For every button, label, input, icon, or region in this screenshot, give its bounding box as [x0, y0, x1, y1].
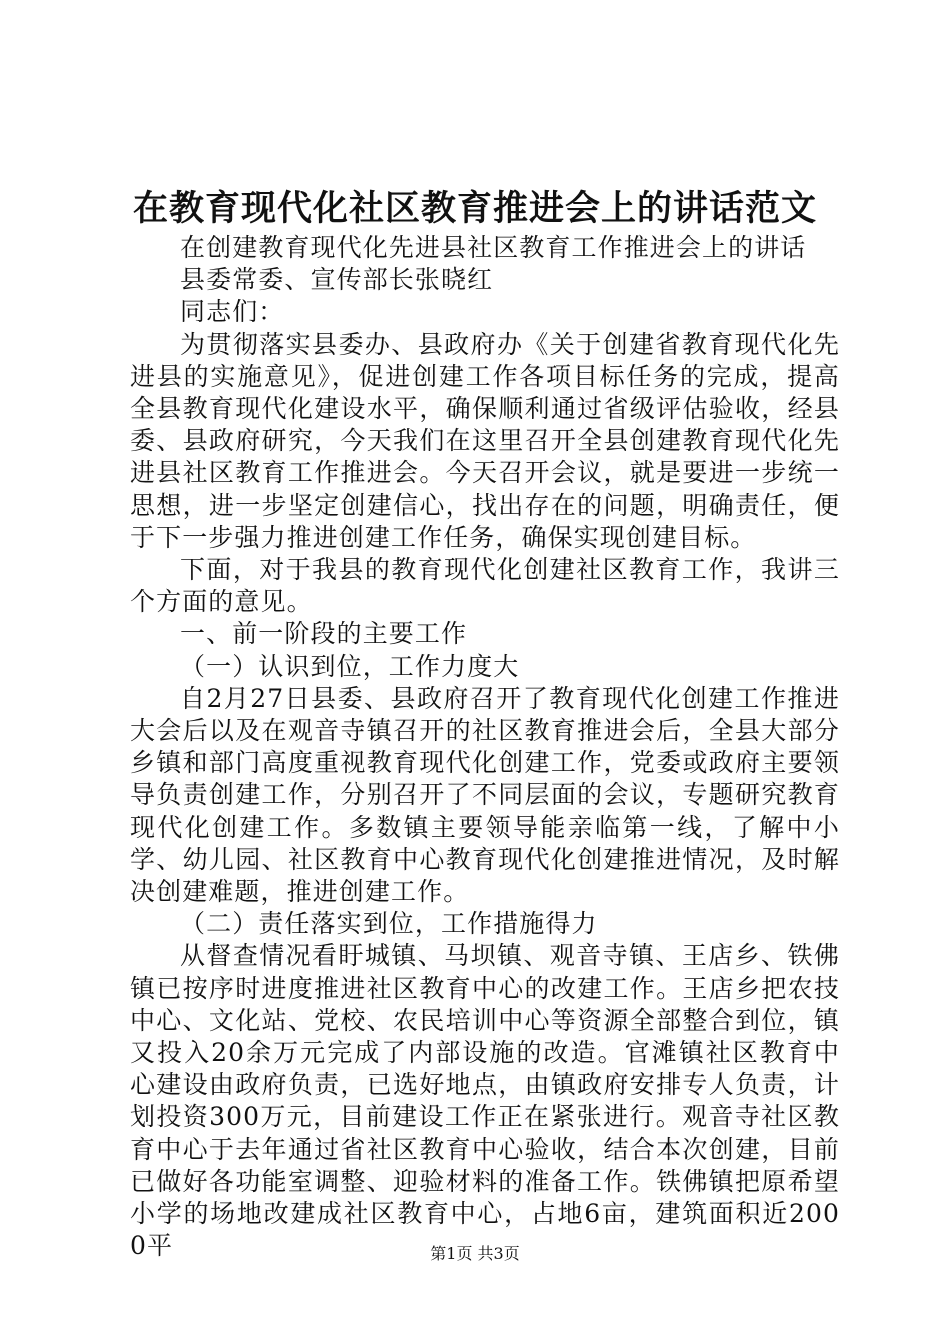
page-footer: 第1页 共3页	[430, 1244, 520, 1263]
speech-heading: 在创建教育现代化先进县社区教育工作推进会上的讲话	[180, 233, 807, 262]
subsection-heading: （一）认识到位，工作力度大	[180, 651, 520, 681]
speaker-line: 县委常委、宣传部长张晓红	[180, 265, 494, 295]
subsection-heading: （二）责任落实到位，工作措施得力	[180, 909, 598, 939]
body-paragraph: 为贯彻落实县委办、县政府办《关于创建省教育现代化先进县的实施意见》，促进创建工作各项目标任务的完成，提高全县教育现代化建设水平，确保顺利通过省级评估验收，经县委、县政府研究，今天我们在这里召开全县创建教育现代化先进县社区教育工作推进会。今天召开会议，就是要进一步统一思想，进一步坚定创建信心，找出存在的问题，明确责任，便于下一步强力推进创建工作任务，确保实现创建目标。	[130, 329, 840, 552]
salutation: 同志们：	[180, 297, 285, 327]
document-body	[130, 232, 840, 1263]
document-title: 在教育现代化社区教育推进会上的讲话范文	[132, 188, 817, 229]
body-paragraph: 从督查情况看盱城镇、马坝镇、观音寺镇、王店乡、铁佛镇已按序时进度推进社区教育中心的改建工作。王店乡把农技中心、文化站、党校、农民培训中心等资源全部整合到位，镇又投入20余万元完成了内部设施的改造。官滩镇社区教育中心建设由政府负责，已选好地点，由镇政府安排专人负责，计划投资300万元，目前建设工作正在紧张进行。观音寺社区教育中心于去年通过省社区教育中心验收，结合本次创建，目前已做好各功能室调整、迎验材料的准备工作。铁佛镇把原希望小学的场地改建成社区教育中心，占地6亩，建筑面积近2000平	[130, 941, 840, 1261]
body-paragraph: 自2月27日县委、县政府召开了教育现代化创建工作推进大会后以及在观音寺镇召开的社区教育推进会后，全县大部分乡镇和部门高度重视教育现代化创建工作，党委或政府主要领导负责创建工作，分别召开了不同层面的会议，专题研究教育现代化创建工作。多数镇主要领导能亲临第一线，了解中小学、幼儿园、社区教育中心教育现代化创建推进情况，及时解决创建难题，推进创建工作。	[130, 683, 840, 907]
section-heading: 一、前一阶段的主要工作	[180, 619, 468, 649]
body-paragraph: 下面，对于我县的教育现代化创建社区教育工作，我讲三个方面的意见。	[130, 555, 840, 617]
